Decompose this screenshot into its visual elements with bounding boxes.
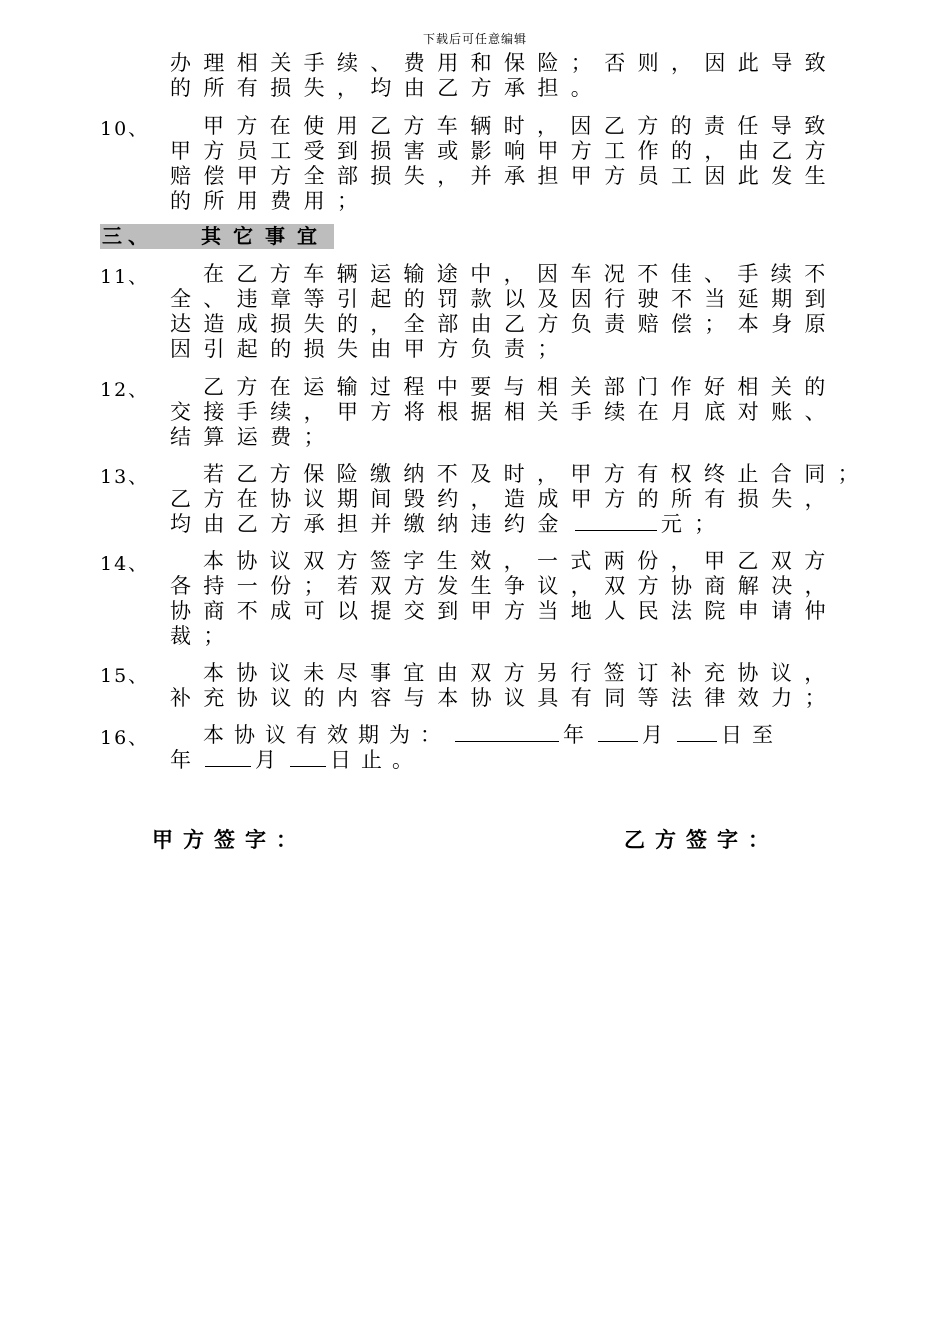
clause-line xyxy=(170,512,728,537)
end-day-blank[interactable] xyxy=(290,749,326,767)
clause-line: 达造成损失的，全部由乙方负责赔偿；本身原 xyxy=(170,312,838,336)
clause-line: 全、违章等引起的罚款以及因行驶不当延期到 xyxy=(170,287,838,311)
clause-number: 10、 xyxy=(100,118,150,140)
clause-line: 本协议双方签字生效，一式两份，甲乙双方 xyxy=(203,549,838,573)
clause-line: 办理相关手续、费用和保险；否则，因此导致 xyxy=(170,51,838,75)
clause-number: 16、 xyxy=(100,727,150,749)
clause-line: 的所用费用； xyxy=(170,189,371,213)
clause-line: 在乙方车辆运输途中，因车况不佳、手续不 xyxy=(203,262,838,286)
clause-line: 结算运费； xyxy=(170,425,337,449)
clause-line: 补充协议的内容与本协议具有同等法律效力； xyxy=(170,686,838,710)
start-day-blank[interactable] xyxy=(677,724,717,742)
party-a-signature-label: 甲方签字： xyxy=(152,827,307,852)
clause-text: 月 xyxy=(642,723,673,747)
clause-text: 月 xyxy=(255,748,286,772)
clause-line: 赔偿甲方全部损失，并承担甲方员工因此发生 xyxy=(170,164,838,188)
clause-line: 各持一份；若双方发生争议，双方协商解决， xyxy=(170,574,838,598)
start-year-blank[interactable] xyxy=(455,724,559,742)
clause-line xyxy=(170,748,423,773)
section-title: 其它事宜 xyxy=(201,224,329,248)
section-number: 三、 xyxy=(102,224,154,248)
clause-number: 13、 xyxy=(100,466,150,488)
penalty-amount-blank[interactable] xyxy=(575,513,657,531)
clause-line: 的所有损失，均由乙方承担。 xyxy=(170,76,605,100)
start-month-blank[interactable] xyxy=(598,724,638,742)
clause-text: 本协议有效期为： xyxy=(203,723,451,747)
clause-line: 本协议未尽事宜由双方另行签订补充协议， xyxy=(203,661,838,685)
clause-line: 甲方员工受到损害或影响甲方工作的，由乙方 xyxy=(170,139,838,163)
clause-line: 交接手续，甲方将根据相关手续在月底对账、 xyxy=(170,400,838,424)
clause-line: 甲方在使用乙方车辆时，因乙方的责任导致 xyxy=(203,114,838,138)
clause-text: 元； xyxy=(660,512,728,536)
clause-text: 日至 xyxy=(721,723,783,747)
clause-number: 11、 xyxy=(100,266,150,288)
clause-line: 若乙方保险缴纳不及时，甲方有权终止合同； xyxy=(203,462,871,486)
clause-line xyxy=(203,723,783,748)
clause-line: 因引起的损失由甲方负责； xyxy=(170,337,571,361)
party-b-signature-label: 乙方签字： xyxy=(624,827,779,852)
end-month-blank[interactable] xyxy=(205,749,251,767)
clause-line: 裁； xyxy=(170,624,237,648)
clause-number: 15、 xyxy=(100,665,150,687)
clause-text: 年 xyxy=(563,723,594,747)
clause-line: 协商不成可以提交到甲方当地人民法院申请仲 xyxy=(170,599,838,623)
clause-text: 年 xyxy=(170,748,201,772)
clause-text: 均由乙方承担并缴纳违约金 xyxy=(170,512,571,536)
clause-number: 14、 xyxy=(100,553,150,575)
section-heading xyxy=(100,224,334,249)
clause-line: 乙方在运输过程中要与相关部门作好相关的 xyxy=(203,375,838,399)
clause-text: 日止。 xyxy=(330,748,423,772)
clause-number: 12、 xyxy=(100,379,150,401)
page-header: 下载后可任意编辑 xyxy=(422,32,527,46)
clause-line: 乙方在协议期间毁约，造成甲方的所有损失， xyxy=(170,487,838,511)
